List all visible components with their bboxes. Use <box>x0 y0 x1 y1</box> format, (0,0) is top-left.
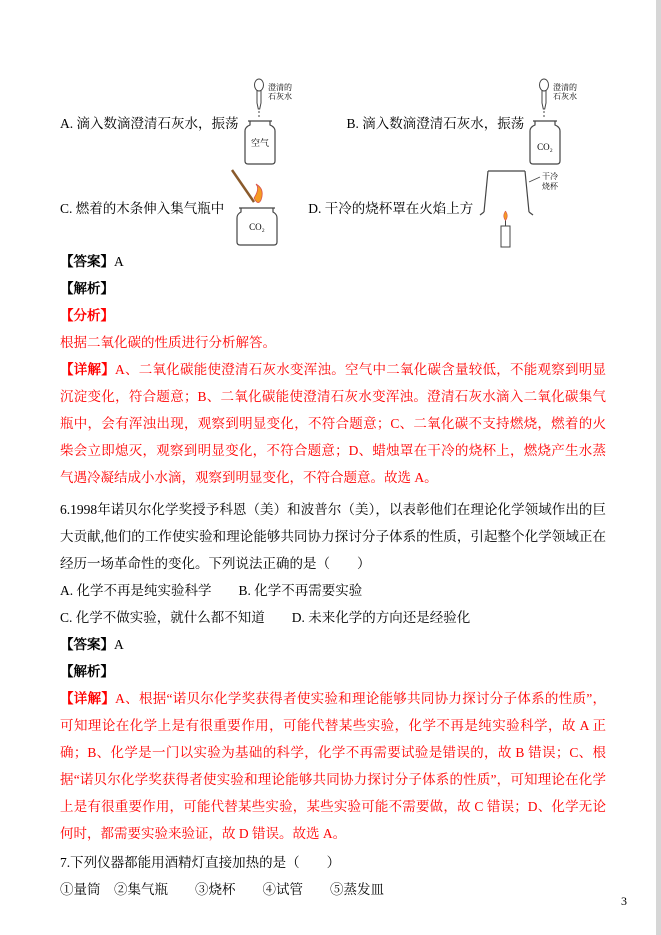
dropper-icon <box>254 79 263 117</box>
q6-answer-line <box>60 631 606 658</box>
dropper-label-line1: 澄清的 <box>267 83 292 92</box>
option-c-label: C. 燃着的木条伸入集气瓶中 <box>60 201 225 216</box>
answer-label: 【答案】 <box>60 637 114 652</box>
q6-answer-value: A <box>114 637 124 652</box>
beaker-label-line2: 烧杯 <box>542 182 559 191</box>
q5-fenxi-line <box>60 302 606 329</box>
beaker-label-line1: 干冷 <box>542 172 559 181</box>
q5-detail <box>60 356 606 491</box>
inverted-beaker-over-candle-icon <box>473 164 569 250</box>
limewater-dropper-air-bottle-icon <box>239 78 319 166</box>
flame-icon <box>254 184 262 203</box>
q7-stem: 7.下列仪器都能用酒精灯直接加热的是（ ） <box>60 855 341 870</box>
q6-options-cd: C. 化学不做实验，就什么都不知道 D. 未来化学的方向还是经验化 <box>60 610 471 625</box>
dropper-label-line2: 石灰水 <box>267 92 292 101</box>
answer-label: 【答案】 <box>60 254 114 269</box>
detail-label: 【详解】 <box>60 362 115 377</box>
beaker-icon <box>480 171 533 215</box>
dropper-icon <box>540 79 549 117</box>
q6-detail-text: A、根据“诺贝尔化学奖获得者使实验和理论能够共同协力探讨分子体系的性质”，可知理论在化学上是有很重要作用，可能代替某些实验，化学不再是纯实验科学，故 A 正确；B、化学是一门以实验为基础的科学，化学不再需要试验是错误的，故 B 错误；C、根据“诺贝尔化学奖获得者使实验和理论能够共同协力探讨分子体系的性质”，可知理论在化学上是有很重要作用，可能代替某些实验，某些实验可能不需要做，故 C 错误；D、化学无论何时，都需要实验来验证，故 D 错误。故选 A。 <box>60 691 607 841</box>
page-edge-strip <box>656 0 661 935</box>
option-d <box>308 164 569 250</box>
q6-detail <box>60 685 606 847</box>
limewater-dropper-co2-bottle-icon <box>524 78 604 166</box>
q7-items: ①量筒 ②集气瓶 ③烧杯 ④试管 ⑤蒸发皿 <box>60 882 384 897</box>
q6-jiexi-line <box>60 658 606 685</box>
q5-detail-text: A、二氧化碳能使澄清石灰水变浑浊。空气中二氧化碳含量较低，不能观察到明显沉淀变化，符合题意；B、二氧化碳能使澄清石灰水变浑浊。澄清石灰水滴入二氧化碳集气瓶中，会有浑浊出现，观察到明显变化，不符合题意；C、二氧化碳不支持燃烧，燃着的火柴会立即熄灭，观察到明显变化，不符合题意；D、蜡烛罩在干冷的烧杯上，燃烧产生水蒸气遇冷凝结成小水滴，观察到明显变化，不符合题意。故选 A。 <box>60 362 606 485</box>
option-b <box>347 78 605 166</box>
fenxi-label: 【分析】 <box>60 308 114 323</box>
option-b-label: B. 滴入数滴澄清石灰水，振荡 <box>346 116 525 131</box>
wood-stick-icon <box>232 170 254 202</box>
jiexi-label: 【解析】 <box>60 664 114 679</box>
q5-fenxi-text: 根据二氧化碳的性质进行分析解答。 <box>60 335 276 350</box>
option-c <box>60 166 288 248</box>
option-d-label: D. 干冷的烧杯罩在火焰上方 <box>308 201 474 216</box>
label-leader-line <box>529 177 540 182</box>
q5-options-row-2 <box>60 166 606 248</box>
q6-options-ab: A. 化学不再是纯实验科学 B. 化学不再需要实验 <box>60 583 363 598</box>
option-a-label: A. 滴入数滴澄清石灰水，振荡 <box>60 116 239 131</box>
q6-stem: 6.1998年诺贝尔化学奖授予科恩（美）和波普尔（美），以表彰他们在理论化学领域作出的巨大贡献,他们的工作使实验和理论能够共同协力探讨分子体系的性质，引起整个化学领域正在经历一场革命性的变化。下列说法正确的是（ ） <box>60 502 606 571</box>
q5-answer-line <box>60 248 606 275</box>
burning-stick-in-bottle-icon <box>224 166 288 248</box>
detail-label: 【详解】 <box>60 691 116 706</box>
dropper-label-line2: 石灰水 <box>553 92 578 101</box>
bottle-a-label: 空气 <box>250 138 269 148</box>
jiexi-label: 【解析】 <box>60 281 114 296</box>
q5-options-row-1 <box>60 78 606 166</box>
candle-icon <box>501 211 510 247</box>
bottle-b-label: CO₂ <box>537 142 554 152</box>
q5-answer-value: A <box>114 254 124 269</box>
dropper-label-line1: 澄清的 <box>553 83 578 92</box>
option-a <box>60 78 319 166</box>
q5-jiexi-line <box>60 275 606 302</box>
bottle-c-label: CO₂ <box>249 222 266 232</box>
page-number: 3 <box>621 894 627 908</box>
